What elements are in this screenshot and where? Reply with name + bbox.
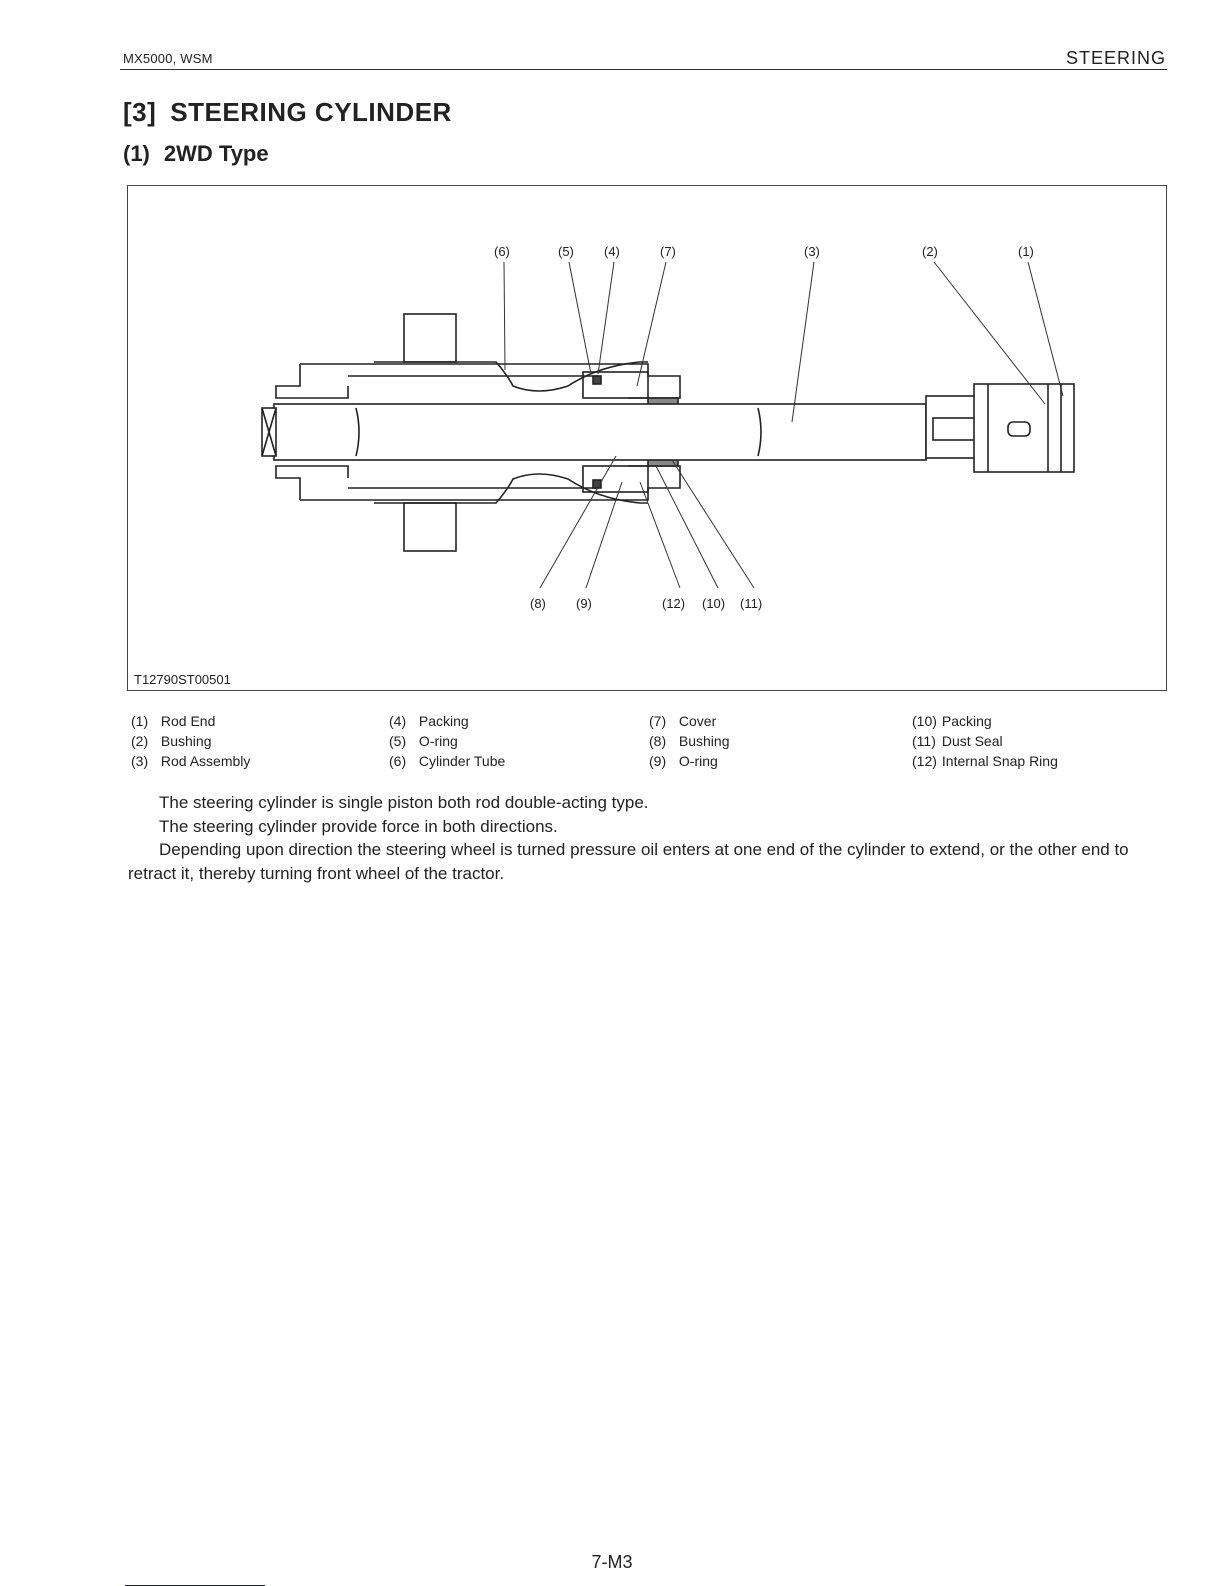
description-text [128, 791, 1173, 885]
callout-2: (2) [922, 244, 938, 259]
legend-item: (1) Rod End [131, 713, 216, 729]
legend-item: (6) Cylinder Tube [389, 753, 506, 769]
subsection-title-text: 2WD Type [163, 141, 269, 166]
callout-7: (7) [660, 244, 676, 259]
legend-item: (7) Cover [649, 713, 717, 729]
figure-code: T12790ST00501 [134, 672, 231, 687]
subsection-title [123, 141, 269, 167]
callout-12: (12) [662, 596, 686, 611]
callout-8: (8) [530, 596, 546, 611]
legend-item: (11) Dust Seal [912, 733, 1003, 749]
legend-item: (9) O-ring [649, 753, 718, 769]
header-doc-id: MX5000, WSM [123, 51, 213, 66]
legend-column-3 [649, 713, 729, 773]
callout-3: (3) [804, 244, 820, 259]
legend-item: (2) Bushing [131, 733, 212, 749]
callout-5: (5) [558, 244, 574, 259]
legend-column-1 [131, 713, 250, 773]
callout-4: (4) [604, 244, 620, 259]
section-title-text: STEERING CYLINDER [170, 97, 452, 127]
cylinder-drawing [128, 186, 1168, 692]
legend-column-2 [389, 713, 505, 773]
legend-item: (10) Packing [912, 713, 992, 729]
legend-item: (5) O-ring [389, 733, 458, 749]
legend-item: (8) Bushing [649, 733, 730, 749]
legend-item: (3) Rod Assembly [131, 753, 251, 769]
legend-item: (4) Packing [389, 713, 469, 729]
callout-10: (10) [702, 596, 726, 611]
callout-9: (9) [576, 596, 592, 611]
subsection-number: (1) [123, 141, 150, 166]
page-number: 7-M3 [591, 1552, 633, 1572]
callout-11: (11) [740, 596, 763, 611]
header-rule [120, 69, 1167, 70]
section-title [123, 97, 452, 128]
legend-column-4 [912, 713, 1058, 773]
header-chapter: STEERING [1065, 48, 1166, 68]
paragraph: The steering cylinder provide force in both directions. [159, 816, 558, 836]
cylinder-outline [262, 314, 1074, 551]
section-number: [3] [123, 97, 157, 127]
paragraph: Depending upon direction the steering wheel is turned pressure oil enters at one end of the cylinder to extend, or the other end to retract it, thereby turning front wheel of the tractor. [128, 840, 1129, 883]
cylinder-figure [127, 185, 1167, 691]
callout-1: (1) [1018, 244, 1034, 259]
paragraph: The steering cylinder is single piston both rod double-acting type. [159, 793, 649, 812]
legend-item: (12) Internal Snap Ring [912, 753, 1058, 769]
callout-6: (6) [494, 244, 510, 259]
